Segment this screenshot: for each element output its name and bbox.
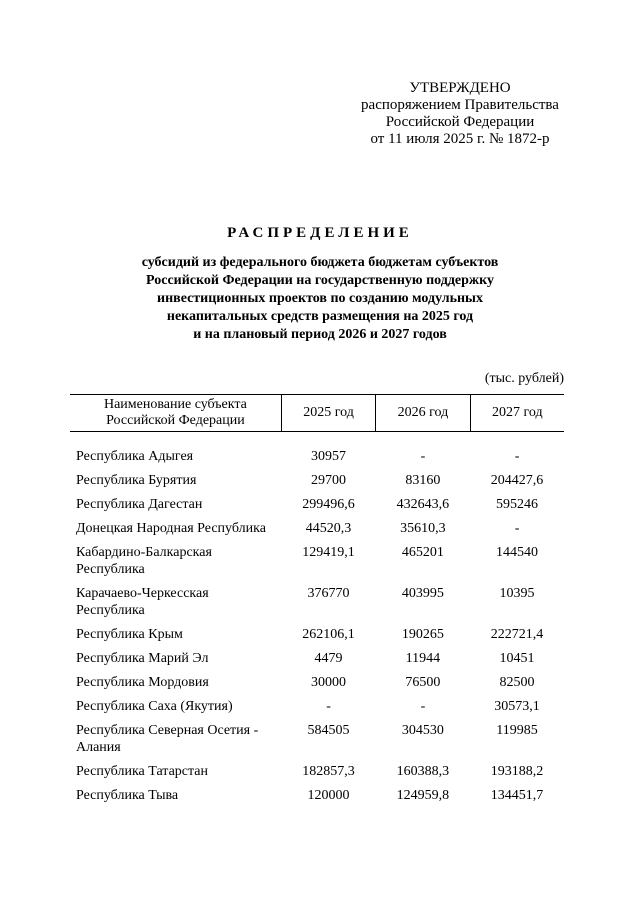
value-2027-cell: 10451 — [499, 651, 535, 666]
value-2027-cell: 30573,1 — [494, 699, 540, 714]
region-name-cell: Республика Мордовия — [76, 675, 209, 690]
value-2026-cell: 403995 — [401, 586, 444, 601]
value-2027-cell: 82500 — [499, 675, 535, 690]
region-name-cell: Республика Адыгея — [76, 449, 194, 464]
table-row — [70, 674, 564, 698]
approval-title: УТВЕРЖДЕНО — [409, 80, 511, 96]
value-2025-cell: 182857,3 — [302, 764, 355, 779]
value-2027-cell: 222721,4 — [490, 627, 544, 642]
subtitle-line: и на плановый период 2026 и 2027 годов — [193, 327, 447, 342]
table-row — [70, 650, 564, 674]
value-2026-cell: 76500 — [405, 675, 441, 690]
value-2025-cell: 30957 — [311, 449, 347, 464]
value-2026-cell: 83160 — [405, 473, 441, 488]
value-2025-cell: 584505 — [307, 723, 350, 738]
value-2027-cell: - — [514, 449, 520, 464]
region-name-cell: Донецкая Народная Республика — [76, 521, 266, 536]
value-2026-cell: 160388,3 — [396, 764, 450, 779]
units-label: (тыс. рублей) — [484, 371, 564, 386]
region-name-cell: Республика Крым — [76, 627, 183, 642]
document-heading — [90, 225, 550, 344]
value-2025-cell: 4479 — [314, 651, 343, 666]
header-region: Наименование субъекта Российской Федерации — [70, 395, 281, 432]
region-name-cell: Республика Дагестан — [76, 497, 203, 512]
document-subtitle — [90, 254, 550, 344]
document-title: РАСПРЕДЕЛЕНИЕ — [227, 225, 413, 241]
value-2026-cell: - — [420, 699, 426, 714]
value-2026-cell: - — [420, 449, 426, 464]
value-2025-cell: 299496,6 — [302, 497, 355, 512]
value-2025-cell: 29700 — [311, 473, 347, 488]
table-row — [70, 585, 564, 626]
header-2025: 2025 год — [281, 395, 375, 432]
value-2026-cell: 465201 — [401, 545, 444, 560]
approval-date-number: от 11 июля 2025 г. № 1872-р — [370, 131, 550, 147]
approval-stamp — [340, 80, 580, 148]
approval-authority: распоряжением Правительства — [361, 97, 559, 113]
region-name-cell: Карачаево-Черкесская Республика — [76, 586, 209, 618]
table-row — [70, 787, 564, 811]
region-name-cell: Республика Марий Эл — [76, 651, 209, 666]
value-2026-cell: 124959,8 — [396, 788, 450, 803]
table-row — [70, 698, 564, 722]
region-name-cell: Республика Тыва — [76, 788, 179, 803]
value-2025-cell: 30000 — [311, 675, 347, 690]
value-2027-cell: 193188,2 — [490, 764, 544, 779]
value-2025-cell: 120000 — [307, 788, 350, 803]
header-2027: 2027 год — [470, 395, 564, 432]
value-2026-cell: 432643,6 — [396, 497, 450, 512]
header-2026: 2026 год — [376, 395, 470, 432]
value-2027-cell: 144540 — [496, 545, 539, 560]
value-2026-cell: 304530 — [401, 723, 444, 738]
value-2026-cell: 11944 — [405, 651, 441, 666]
value-2027-cell: 204427,6 — [490, 473, 544, 488]
table-row — [70, 722, 564, 763]
value-2026-cell: 35610,3 — [400, 521, 446, 536]
value-2026-cell: 190265 — [401, 627, 444, 642]
region-name-cell: Республика Саха (Якутия) — [76, 699, 233, 714]
region-name-cell: Республика Татарстан — [76, 764, 209, 779]
subtitle-line: инвестиционных проектов по созданию модульных — [157, 291, 483, 306]
value-2025-cell: 44520,3 — [305, 521, 352, 536]
table-row — [70, 763, 564, 787]
value-2025-cell: 129419,1 — [302, 545, 355, 560]
distribution-table — [70, 394, 564, 811]
region-name-cell: Республика Северная Осетия - Алания — [76, 723, 259, 755]
table-row — [70, 472, 564, 496]
value-2025-cell: - — [326, 699, 331, 714]
table-spacer — [70, 432, 564, 449]
value-2027-cell: 134451,7 — [490, 788, 544, 803]
value-2025-cell: 262106,1 — [302, 627, 355, 642]
table-header-row — [70, 395, 564, 432]
table-row — [70, 520, 564, 544]
value-2027-cell: 595246 — [496, 497, 539, 512]
value-2027-cell: - — [514, 521, 520, 536]
table-row — [70, 626, 564, 650]
region-name-cell: Республика Бурятия — [76, 473, 197, 488]
value-2025-cell: 376770 — [307, 586, 350, 601]
value-2027-cell: 119985 — [496, 723, 538, 738]
table-row — [70, 544, 564, 585]
table-row — [70, 496, 564, 520]
subtitle-line: Российской Федерации на государственную поддержку — [146, 273, 494, 288]
subtitle-line: субсидий из федерального бюджета бюджетам субъектов — [141, 255, 499, 270]
table-row — [70, 448, 564, 472]
value-2027-cell: 10395 — [499, 586, 535, 601]
subtitle-line: некапитальных средств размещения на 2025 год — [166, 309, 474, 324]
region-name-cell: Кабардино-Балкарская Республика — [76, 545, 212, 577]
approval-authority-country: Российской Федерации — [385, 114, 535, 130]
